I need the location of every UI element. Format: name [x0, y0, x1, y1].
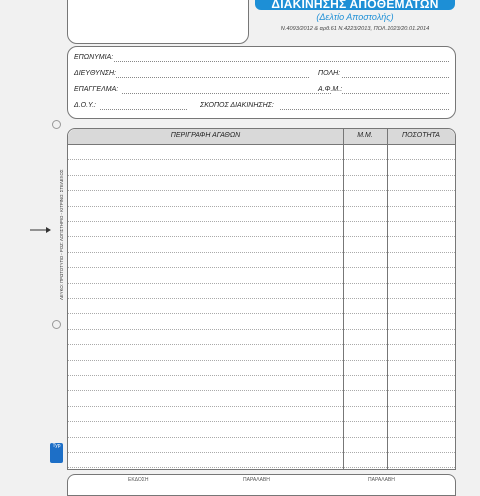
column-divider: [387, 129, 388, 469]
table-row: [68, 159, 455, 160]
goods-table: [67, 128, 456, 470]
document-title-area: [255, 0, 455, 42]
recipient-box: [67, 46, 456, 119]
sign-label-receipt-2: ΠΑΡΑΛΑΒΗ: [368, 477, 395, 483]
publisher-logo: [50, 443, 63, 463]
name-label: ΕΠΩΝΥΜΙΑ:: [74, 54, 114, 61]
table-row: [68, 452, 455, 453]
profession-row: [74, 86, 449, 98]
city-label: ΠΟΛΗ:: [318, 70, 341, 77]
binder-hole: [52, 320, 61, 329]
table-row: [68, 390, 455, 391]
table-row: [68, 236, 455, 237]
copy-distribution-note: ΛΕΥΚΟ: ΠΡΩΤΟΤΥΠΟ - ΡΟΖ: ΛΟΓΙΣΤΗΡΙΟ - ΚΙΤΡΙΝΟ: ΣΤΕΛΕΧΟΣ: [59, 169, 64, 300]
document-title: ΔΙΑΚΙΝΗΣΗΣ ΑΠΟΘΕΜΑΤΩΝ: [271, 0, 439, 11]
table-row: [68, 221, 455, 222]
table-row: [68, 206, 455, 207]
sign-label-receipt: ΠΑΡΑΛΑΒΗ: [243, 477, 270, 483]
address-label: ΔΙΕΥΘΥΝΣΗ:: [74, 70, 116, 77]
title-banner: [255, 0, 455, 10]
address-row: [74, 70, 449, 82]
table-row: [68, 344, 455, 345]
profession-label: ΕΠΑΓΓΕΛΜΑ:: [74, 86, 119, 93]
table-row: [68, 313, 455, 314]
purpose-label: ΣΚΟΠΟΣ ΔΙΑΚΙΝΗΣΗΣ:: [200, 102, 274, 109]
legal-reference: Ν.4093/2012 & αρθ.61 Ν.4223/2013, ΠΟΛ.1023/20.01.2014: [280, 26, 430, 32]
tax-office-label: Δ.Ο.Υ.:: [74, 102, 96, 109]
arrow-right-icon: [30, 225, 52, 235]
document-subtitle: (Δελτίο Αποστολής): [316, 12, 394, 22]
table-row: [68, 437, 455, 438]
logo-text: Typ: [52, 443, 61, 449]
table-header: [68, 129, 455, 145]
table-row: [68, 298, 455, 299]
col-header-unit: Μ.Μ.: [357, 132, 373, 139]
table-row: [68, 467, 455, 468]
tax-office-row: [74, 102, 449, 114]
table-row: [68, 283, 455, 284]
table-row: [68, 329, 455, 330]
column-divider: [343, 129, 344, 469]
name-row: [74, 54, 449, 66]
table-row: [68, 252, 455, 253]
table-row: [68, 360, 455, 361]
table-row: [68, 421, 455, 422]
table-row: [68, 375, 455, 376]
table-row: [68, 190, 455, 191]
sign-label-issue: ΕΚΔΟΣΗ: [128, 477, 149, 483]
signature-box: [67, 474, 456, 496]
table-row: [68, 175, 455, 176]
table-row: [68, 267, 455, 268]
binder-hole: [52, 120, 61, 129]
vat-label: Α.Φ.Μ.:: [318, 86, 343, 93]
col-header-description: ΠΕΡΙΓΡΑΦΗ ΑΓΑΘΩΝ: [170, 132, 241, 139]
issuer-box: [67, 0, 249, 44]
col-header-quantity: ΠΟΣΟΤΗΤΑ: [402, 132, 440, 139]
table-row: [68, 406, 455, 407]
